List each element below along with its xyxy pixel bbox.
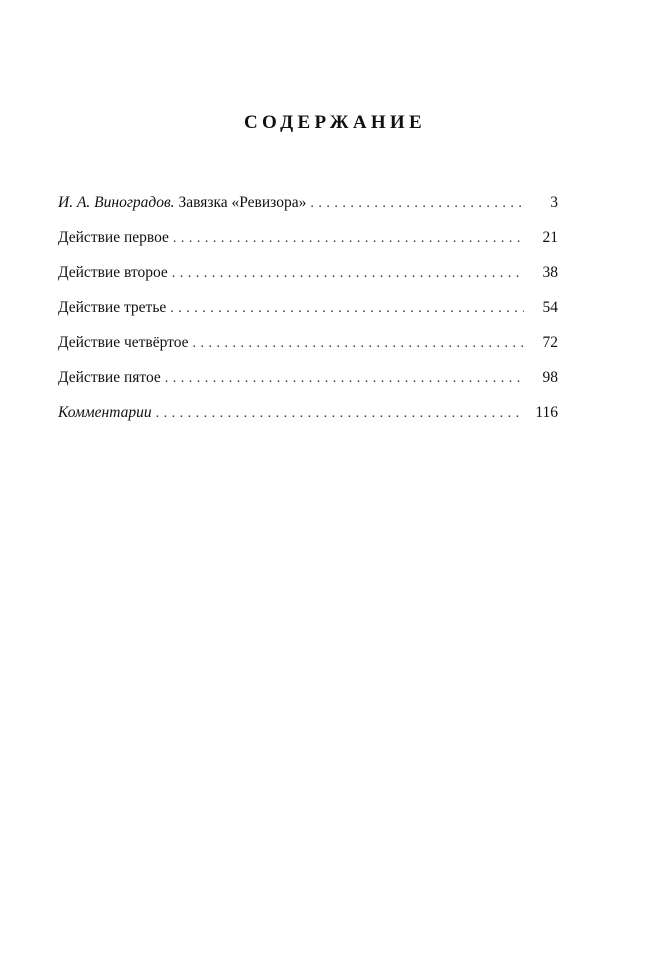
- toc-entry-title: Комментарии: [58, 404, 152, 421]
- dot-leader: [173, 232, 524, 246]
- toc-entry-title-text: Завязка «Ревизора»: [178, 194, 307, 211]
- dot-leader: [165, 372, 524, 386]
- toc-entry-page: 3: [550, 194, 558, 211]
- dot-leader: [156, 407, 524, 421]
- toc-entry-page: 21: [542, 229, 558, 246]
- dot-leader: [170, 302, 524, 316]
- toc-entry-intro[interactable]: [58, 194, 558, 229]
- toc-entry-page: 116: [535, 404, 558, 421]
- toc-entry-page: 72: [542, 334, 558, 351]
- dot-leader: [193, 337, 524, 351]
- toc-entry-title: Действие второе: [58, 264, 168, 281]
- toc-entry-author: И. А. Виноградов.: [58, 194, 175, 211]
- page-title: СОДЕРЖАНИЕ: [244, 112, 426, 133]
- toc-entry-title: Действие третье: [58, 299, 167, 316]
- toc-entry-act-5[interactable]: [58, 369, 558, 404]
- toc-entry-title: Действие пятое: [58, 369, 161, 386]
- toc-entry-title: [58, 194, 310, 212]
- toc-entry-page: 38: [542, 264, 558, 281]
- toc-entry-act-2[interactable]: [58, 264, 558, 299]
- toc-entry-act-3[interactable]: [58, 299, 558, 334]
- toc-entry-title: Действие четвёртое: [58, 334, 189, 351]
- dot-leader: [310, 197, 524, 211]
- toc-entry-page: 98: [542, 369, 558, 386]
- toc-entry-act-4[interactable]: [58, 334, 558, 369]
- toc-entry-title: Действие первое: [58, 229, 169, 246]
- toc-entry-commentary[interactable]: [58, 404, 558, 439]
- toc-entry-act-1[interactable]: [58, 229, 558, 264]
- toc-entry-page: 54: [542, 299, 558, 316]
- dot-leader: [172, 267, 524, 281]
- table-of-contents: [58, 194, 558, 439]
